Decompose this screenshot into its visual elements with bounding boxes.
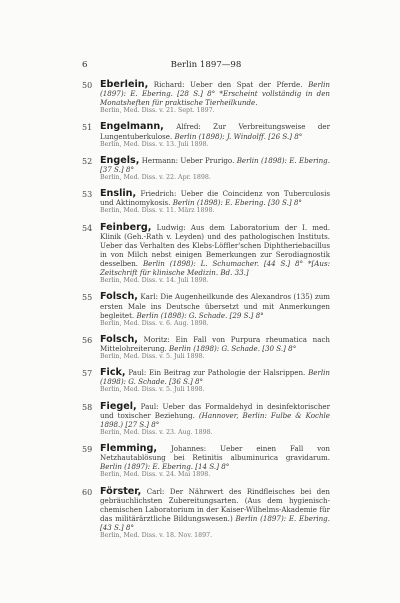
page-header xyxy=(82,60,330,72)
entry-title: Moritz: Ein Fall von Purpura rheumatica nach Mittelohreiterung. xyxy=(100,334,330,353)
entry-number: 52 xyxy=(82,156,93,166)
bibliography-entry xyxy=(82,292,330,327)
author-name: Eberlein, xyxy=(100,79,149,90)
entry-publication: Berlin (1898): L. Schumacher. [44 S.] 8° *[Aus: Zeitschrift für klinische Medizin. Bd. 33.] xyxy=(100,259,331,278)
entry-dissertation-note: Berlin, Med. Diss. v. 5. Juli 1898. xyxy=(100,386,205,394)
author-name: Förster, xyxy=(100,485,142,497)
bibliography-entry xyxy=(82,80,330,115)
entry-number: 59 xyxy=(82,445,93,455)
entry-body xyxy=(100,402,330,437)
bibliography-entry xyxy=(82,487,330,541)
entry-publication: Berlin (1898): E. Ebering. [37 S.] 8° xyxy=(100,155,330,174)
author-name: Fick, xyxy=(100,367,126,379)
entry-dissertation-note: Berlin, Med. Diss. v. 22. Apr. 1898. xyxy=(100,174,211,182)
entry-publication: Berlin (1898): G. Schade. [36 S.] 8° xyxy=(100,368,330,387)
entry-body xyxy=(100,156,330,182)
entry-number: 60 xyxy=(82,487,93,497)
entry-body xyxy=(100,223,330,286)
entry-dissertation-note: Berlin, Med. Diss. v. 18. Nov. 1897. xyxy=(100,532,213,540)
entry-title: Alfred: Zur Verbreitungsweise der Lungentuberkulose. xyxy=(100,122,330,141)
author-name: Folsch, xyxy=(100,333,138,345)
entry-body xyxy=(100,189,330,215)
entry-dissertation-note: Berlin, Med. Diss. v. 11. März 1898. xyxy=(100,207,215,215)
entry-title: Karl: Die Augenheilkunde des Alexandros (135) zum ersten Male ins Deutsche übersetzt und mit Anmerkungen begleitet. xyxy=(100,292,330,320)
bibliography-entry xyxy=(82,444,330,479)
entry-body xyxy=(100,335,330,361)
entry-title: Friedrich: Ueber die Coincidenz von Tuberculosis und Aktinomykosis. xyxy=(100,189,330,208)
entry-title: Hermann: Ueber Prurigo. xyxy=(141,155,235,165)
entry-publication: Berlin (1897): E. Ebering. [28 S.] 8° *Erscheint vollständig in den Monatsheften für praktische Tierheilkunde. xyxy=(100,80,330,108)
bibliography-entry xyxy=(82,189,330,215)
bibliography-entry xyxy=(82,402,330,437)
author-name: Engels, xyxy=(100,154,140,166)
entry-dissertation-note: Berlin, Med. Diss. v. 14. Juli 1898. xyxy=(100,277,209,285)
page-number: 6 xyxy=(82,60,88,70)
author-name: Feinberg, xyxy=(100,221,152,233)
running-title: Berlin 1897—98 xyxy=(170,60,242,70)
entry-publication: Berlin (1897): E. Ebering. [14 S.] 8° xyxy=(100,462,230,472)
entry-number: 57 xyxy=(82,369,93,379)
entry-number: 50 xyxy=(82,81,93,90)
entry-body xyxy=(100,292,330,327)
entry-body xyxy=(100,122,330,148)
entry-publication: Berlin (1898): G. Schade. [29 S.] 8° xyxy=(136,310,264,320)
author-name: Folsch, xyxy=(100,291,138,303)
entry-list xyxy=(82,80,330,547)
bibliography-entry xyxy=(82,368,330,394)
bibliography-entry xyxy=(82,335,330,361)
entry-body xyxy=(100,368,330,394)
bibliography-entry xyxy=(82,223,330,286)
entry-dissertation-note: Berlin, Med. Diss. v. 6. Aug. 1898. xyxy=(100,319,209,327)
author-name: Enslin, xyxy=(100,188,137,200)
bibliography-entry xyxy=(82,122,330,148)
entry-dissertation-note: Berlin, Med. Diss. v. 13. Juli 1898. xyxy=(100,140,209,148)
entry-number: 56 xyxy=(82,335,93,345)
entry-title: Ludwig: Aus dem Laboratorium der I. med. Klinik (Geh.-Rath v. Leyden) und des pathologischen Instituts. Ueber das Verhalten des Klebs-Löffler'schen Diphtheriebacillus in von Milch nebst einigen Bemerkungen zur Serodiagnostik desselben. xyxy=(100,222,330,269)
entry-publication: Berlin (1898): E. Ebering. [30 S.] 8° xyxy=(172,198,302,208)
entry-dissertation-note: Berlin, Med. Diss. v. 5. Juli 1898. xyxy=(100,353,205,361)
entry-title: Johannes: Ueber einen Fall von Netzhautablösung bei Retinitis albuminurica gravidarum. xyxy=(100,444,330,463)
entry-number: 58 xyxy=(82,402,93,412)
entry-title: Richard: Ueber den Spat der Pferde. xyxy=(153,80,303,89)
entry-publication: Berlin (1898): G. Schade. [30 S.] 8° xyxy=(169,344,297,353)
author-name: Engelmann, xyxy=(100,121,164,133)
entry-title: Carl: Der Nährwert des Rindfleisches bei den gebräuchlichsten Zubereitungsarten. (Aus dem hygienisch-chemischen Laboratorium in der Kaiser-Wilhelms-Akademie für das militärärztliche Bildungswesen.) xyxy=(100,486,330,523)
entry-publication: (Hannover, Berlin: Fulbe & Kochle 1898.) [27 S.] 8° xyxy=(100,410,330,429)
entry-title: Paul: Ueber das Formaldehyd in desinfektorischer und toxischer Beziehung. xyxy=(100,401,330,420)
entry-title: Paul: Ein Beitrag zur Pathologie der Halsrippen. xyxy=(128,368,306,378)
entry-body xyxy=(100,444,330,479)
entry-number: 54 xyxy=(82,223,93,233)
entry-publication: Berlin (1898): J. Windolff. [26 S.] 8° xyxy=(174,131,303,141)
entry-dissertation-note: Berlin, Med. Diss. v. 23. Aug. 1898. xyxy=(100,428,213,436)
entry-dissertation-note: Berlin, Med. Diss. v. 24. Mai 1898. xyxy=(100,471,211,479)
entry-body xyxy=(100,80,330,115)
entry-number: 53 xyxy=(82,190,93,200)
entry-dissertation-note: Berlin, Med. Diss. v. 21. Sept. 1897. xyxy=(100,107,215,115)
entry-body xyxy=(100,487,330,541)
bibliography-entry xyxy=(82,156,330,182)
author-name: Fiegel, xyxy=(100,400,137,412)
author-name: Flemming, xyxy=(100,443,157,455)
entry-number: 55 xyxy=(82,293,93,303)
entry-publication: Berlin (1897): E. Ebering. [43 S.] 8° xyxy=(100,513,330,533)
entry-number: 51 xyxy=(82,123,93,133)
